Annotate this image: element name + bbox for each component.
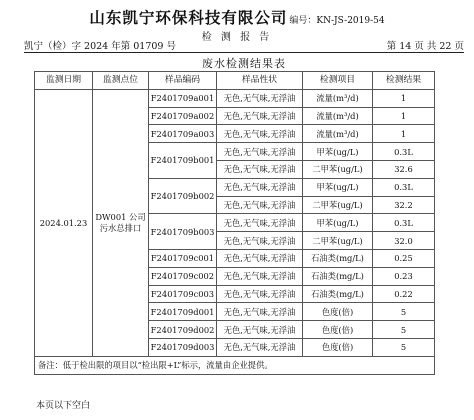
test-item: 色度(倍) bbox=[303, 303, 373, 321]
sample-code: F2401709d003 bbox=[149, 338, 217, 356]
sample-code: F2401709b001 bbox=[149, 143, 217, 179]
test-item: 二甲苯(ug/L) bbox=[303, 196, 373, 214]
report-number: 凯宁（检）字 2024 年第 01709 号 bbox=[24, 41, 176, 52]
sample-code: F2401709a001 bbox=[149, 89, 217, 107]
test-item: 二甲苯(ug/L) bbox=[303, 160, 373, 178]
sample-code: F2401709c003 bbox=[149, 285, 217, 303]
sample-property: 无色,无气味,无浮油 bbox=[217, 321, 303, 339]
test-result: 0.25 bbox=[373, 249, 435, 267]
header-cell: 监测点位 bbox=[93, 72, 149, 90]
sample-property: 无色,无气味,无浮油 bbox=[217, 285, 303, 303]
test-result: 1 bbox=[373, 125, 435, 143]
test-item: 甲苯(ug/L) bbox=[303, 214, 373, 232]
sample-code: F2401709d002 bbox=[149, 321, 217, 339]
table-title: 废水检测结果表 bbox=[202, 57, 286, 70]
header-cell: 样品性状 bbox=[217, 72, 303, 90]
test-result: 5 bbox=[373, 338, 435, 356]
sample-property: 无色,无气味,无浮油 bbox=[217, 107, 303, 125]
wastewater-results-table bbox=[34, 71, 435, 375]
sample-code: F2401709a003 bbox=[149, 125, 217, 143]
test-result: 0.3L bbox=[373, 214, 435, 232]
sample-property: 无色,无气味,无浮油 bbox=[217, 196, 303, 214]
company-name: 山东凯宁环保科技有限公司 bbox=[89, 8, 288, 27]
test-item: 石油类(mg/L) bbox=[303, 267, 373, 285]
sample-property: 无色,无气味,无浮油 bbox=[217, 143, 303, 161]
test-result: 1 bbox=[373, 107, 435, 125]
test-result: 0.23 bbox=[373, 267, 435, 285]
sample-property: 无色,无气味,无浮油 bbox=[217, 249, 303, 267]
sample-property: 无色,无气味,无浮油 bbox=[217, 214, 303, 232]
sample-code: F2401709d001 bbox=[149, 303, 217, 321]
test-item: 流量(m³/d) bbox=[303, 89, 373, 107]
header-cell: 检测项目 bbox=[303, 72, 373, 90]
sample-property: 无色,无气味,无浮油 bbox=[217, 160, 303, 178]
monitoring-point: DW001 公司污水总排口 bbox=[93, 89, 149, 356]
test-result: 32.2 bbox=[373, 196, 435, 214]
blank-page-marker: 本页以下空白 bbox=[36, 401, 91, 411]
sample-property: 无色,无气味,无浮油 bbox=[217, 178, 303, 196]
sample-property: 无色,无气味,无浮油 bbox=[217, 338, 303, 356]
header-cell: 检测结果 bbox=[373, 72, 435, 90]
test-result: 32.0 bbox=[373, 232, 435, 250]
test-result: 0.3L bbox=[373, 143, 435, 161]
test-result: 0.22 bbox=[373, 285, 435, 303]
sample-code: F2401709b003 bbox=[149, 214, 217, 250]
test-result: 5 bbox=[373, 303, 435, 321]
sample-code: F2401709c001 bbox=[149, 249, 217, 267]
sample-property: 无色,无气味,无浮油 bbox=[217, 89, 303, 107]
test-result: 32.6 bbox=[373, 160, 435, 178]
sample-property: 无色,无气味,无浮油 bbox=[217, 303, 303, 321]
header-cell: 监测日期 bbox=[35, 72, 93, 90]
test-item: 色度(倍) bbox=[303, 321, 373, 339]
table-row bbox=[35, 89, 435, 107]
header-rule bbox=[24, 52, 464, 53]
sample-code: F2401709b002 bbox=[149, 178, 217, 214]
test-item: 色度(倍) bbox=[303, 338, 373, 356]
test-item: 流量(m³/d) bbox=[303, 107, 373, 125]
page-info: 第 14 页 共 22 页 bbox=[386, 41, 464, 52]
test-item: 甲苯(ug/L) bbox=[303, 143, 373, 161]
header-cell: 样品编码 bbox=[149, 72, 217, 90]
test-item: 甲苯(ug/L) bbox=[303, 178, 373, 196]
sample-code: F2401709c002 bbox=[149, 267, 217, 285]
test-item: 流量(m³/d) bbox=[303, 125, 373, 143]
table-note: 备注：低于检出限的项目以“检出限+L”标示，流量由企业提供。 bbox=[35, 356, 435, 374]
company-line bbox=[0, 6, 474, 28]
test-result: 5 bbox=[373, 321, 435, 339]
document-code: 编号：KN-JS-2019-54 bbox=[289, 16, 385, 26]
test-item: 石油类(mg/L) bbox=[303, 285, 373, 303]
report-meta bbox=[24, 38, 464, 52]
test-item: 二甲苯(ug/L) bbox=[303, 232, 373, 250]
table-header-row bbox=[35, 72, 435, 90]
sample-property: 无色,无气味,无浮油 bbox=[217, 267, 303, 285]
test-result: 0.3L bbox=[373, 178, 435, 196]
note-row bbox=[35, 356, 435, 374]
document-title: 检 测 报 告 bbox=[201, 32, 273, 43]
monitoring-date: 2024.01.23 bbox=[35, 89, 93, 356]
sample-code: F2401709a002 bbox=[149, 107, 217, 125]
test-item: 石油类(mg/L) bbox=[303, 249, 373, 267]
sample-property: 无色,无气味,无浮油 bbox=[217, 125, 303, 143]
test-result: 1 bbox=[373, 89, 435, 107]
sample-property: 无色,无气味,无浮油 bbox=[217, 232, 303, 250]
